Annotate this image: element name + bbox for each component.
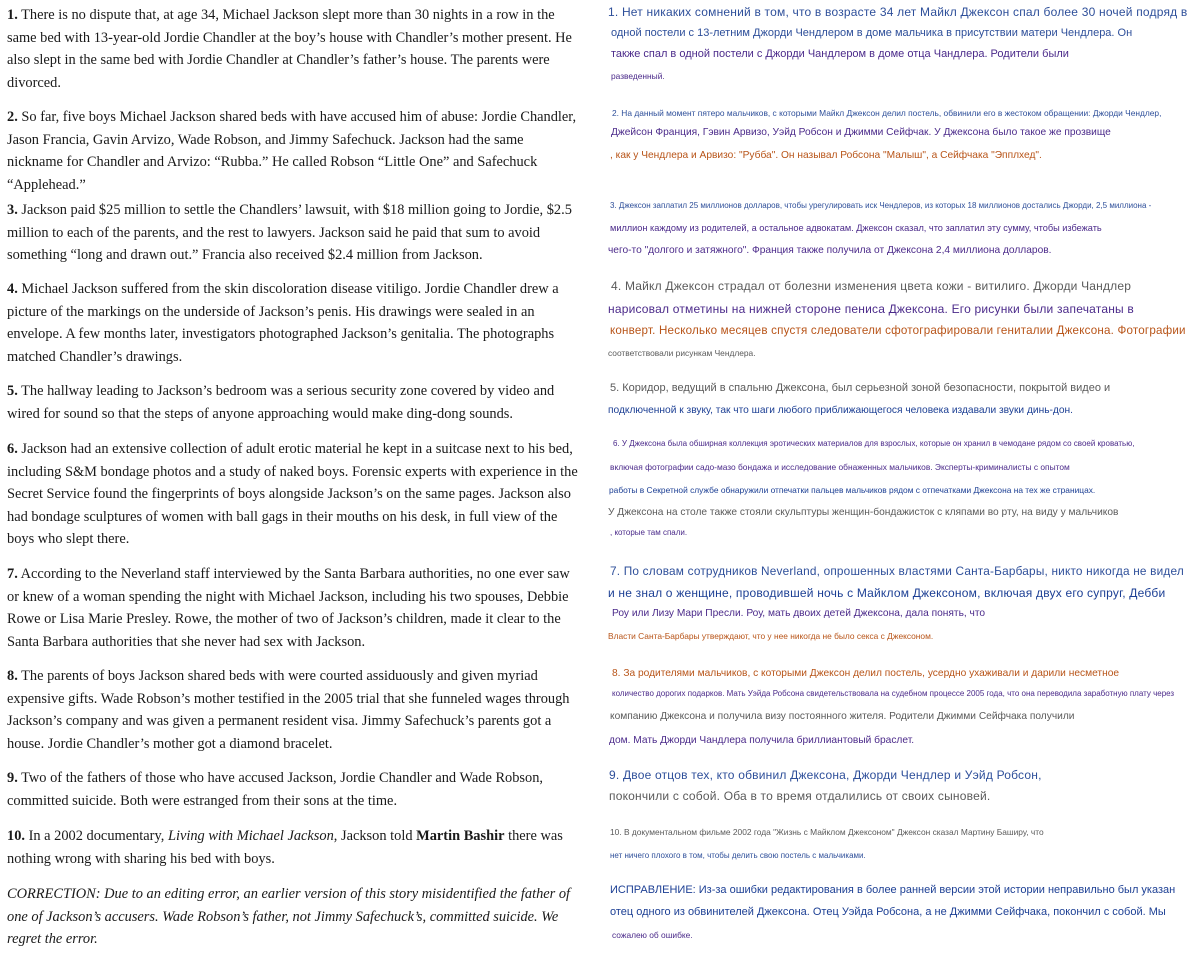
russian-line: сожалею об ошибке.: [612, 930, 693, 940]
russian-line: и не знал о женщине, проводившей ночь с Майклом Джексоном, включая двух его супруг, Дебби: [608, 586, 1166, 600]
russian-line: работы в Секретной службе обнаружили отпечатки пальцев мальчиков рядом с отпечатками Джексона на тех же страницах.: [609, 485, 1096, 495]
english-paragraph-4: [7, 278, 579, 368]
paragraph-text: Michael Jackson suffered from the skin discoloration disease vitiligo. Jordie Chandler drew a picture of the markings on the underside of Jackson’s penis. His drawings were sealed in an envelope. A few months later, investigators photographed Jackson’s genitalia. The photographs matched Chandler’s drawings.: [7, 281, 559, 365]
english-paragraph-2: [7, 106, 579, 196]
russian-line: нет ничего плохого в том, чтобы делить свою постель с мальчиками.: [610, 851, 866, 860]
russian-line: включая фотографии садо-мазо бондажа и исследование обнаженных мальчиков. Эксперты-криминалисты с опытом: [610, 462, 1070, 472]
english-paragraph-8: [7, 665, 579, 755]
martin-bashir-link[interactable]: Martin Bashir: [416, 828, 505, 844]
russian-line: подключенной к звуку, так что шаги любого приближающегося человека издавали звуки динь-дон.: [608, 405, 1073, 416]
russian-line: 3. Джексон заплатил 25 миллионов долларов, чтобы урегулировать иск Чендлеров, из которых 18 миллионов достались Джорди, 2,5 миллиона -: [610, 201, 1152, 210]
paragraph-text: , Jackson told: [333, 828, 417, 844]
english-article-column: [0, 0, 590, 962]
english-paragraph-1: [7, 4, 579, 94]
russian-line: дом. Мать Джорди Чандлера получила бриллиантовый браслет.: [609, 735, 915, 746]
russian-line: 9. Двое отцов тех, кто обвинил Джексона, Джорди Чендлер и Уэйд Робсон,: [609, 768, 1042, 782]
russian-line: одной постели с 13-летним Джорди Чендлером в доме мальчика в присутствии матери Чендлера. Он: [611, 27, 1133, 39]
russian-line: покончили с собой. Оба в то время отдалились от своих сыновей.: [609, 789, 991, 803]
russian-line: 6. У Джексона была обширная коллекция эротических материалов для взрослых, которые он хранил в чемодане рядом со своей кроватью,: [613, 439, 1135, 448]
russian-line: Власти Санта-Барбары утверждают, что у нее никогда не было секса с Джексоном.: [608, 631, 934, 641]
paragraph-text: So far, five boys Michael Jackson shared beds with have accused him of abuse: Jordie Chandler, Jason Francia, Gavin Arvizo, Wade Robson, and Jimmy Safechuck. Jackson had the same nickname for Chandler and Arvizo: “Rubba.” He called Robson “Little One” and Safechuck “Applehead.”: [7, 109, 577, 193]
russian-line: У Джексона на столе также стояли скульптуры женщин-бондажисток с кляпами во рту, на виду у мальчиков: [608, 507, 1119, 518]
russian-line: 4. Майкл Джексон страдал от болезни изменения цвета кожи - витилиго. Джорди Чандлер: [611, 279, 1132, 293]
russian-line: миллион каждому из родителей, а остальное адвокатам. Джексон сказал, что заплатил эту сумму, чтобы избежать: [610, 223, 1102, 233]
paragraph-text: There is no dispute that, at age 34, Michael Jackson slept more than 30 nights in a row in the same bed with 13-year-old Jordie Chandler at the boy’s house with Chandler’s mother present. He also slept in the same bed with Jordie Chandler at Chandler’s father’s house. The parents were divorced.: [7, 7, 572, 91]
russian-line: соответствовали рисункам Чендлера.: [608, 348, 756, 358]
russian-line: 10. В документальном фильме 2002 года "Жизнь с Майклом Джексоном" Джексон сказал Мартину Баширу, что: [610, 827, 1044, 837]
item-number: 7.: [7, 566, 18, 582]
item-number: 10.: [7, 828, 25, 844]
item-number: 3.: [7, 202, 18, 218]
russian-line: , которые там спали.: [610, 528, 688, 537]
paragraph-text: According to the Neverland staff interviewed by the Santa Barbara authorities, no one ever saw or knew of a woman spending the night with Michael Jackson, including his two spouses, Debbie Rowe or Lisa Marie Presley. Rowe, the mother of two of Jackson’s children, made it clear to the Santa Barbara authorities that she never had sex with Jackson.: [7, 566, 570, 650]
paragraph-text: Jackson had an extensive collection of adult erotic material he kept in a suitcase next to his bed, including S&M bondage photos and a study of naked boys. Forensic experts with experience in the Secret Service found the fingerprints of boys alongside Jackson’s on the same pages. Jackson also had bondage sculptures of women with ball gags in their mouths on his desk, in full view of the boys who slept there.: [7, 441, 578, 547]
item-number: 6.: [7, 441, 18, 457]
english-correction: CORRECTION: Due to an editing error, an earlier version of this story misidentified the father of one of Jackson’s accusers. Wade Robson’s father, not Jimmy Safechuck’s, committed suicide. We regret the error.: [7, 886, 571, 947]
russian-line: Джейсон Франция, Гэвин Арвизо, Уэйд Робсон и Джимми Сейфчак. У Джексона было такое же прозвище: [611, 127, 1111, 138]
item-number: 5.: [7, 383, 18, 399]
paragraph-text: Jackson paid $25 million to settle the Chandlers’ lawsuit, with $18 million going to Jordie, $2.5 million to each of the parents, and the rest to lawyers. Jackson said he paid that sum to avoid something “long and drawn out.” Francia also received $2.4 million from Jackson.: [7, 202, 572, 263]
russian-line: ИСПРАВЛЕНИЕ: Из-за ошибки редактирования в более ранней версии этой истории неправильно был указан: [610, 884, 1176, 896]
russian-line: компанию Джексона и получила визу постоянного жителя. Родители Джимми Сейфчака получили: [610, 711, 1075, 722]
russian-line: 8. За родителями мальчиков, с которыми Джексон делил постель, усердно ухаживали и дарили несметное: [612, 668, 1120, 679]
english-paragraph-5: [7, 380, 579, 425]
item-number: 4.: [7, 281, 18, 297]
russian-line: отец одного из обвинителей Джексона. Отец Уэйда Робсона, а не Джимми Сейфчака, покончил с собой. Мы: [610, 906, 1166, 918]
russian-line: чего-то "долгого и затяжного". Франция также получила от Джексона 2,4 миллиона долларов.: [608, 245, 1052, 256]
russian-line: количество дорогих подарков. Мать Уэйда Робсона свидетельствовала на судебном процессе 2005 года, что она переводила заработную плату через: [612, 689, 1175, 698]
documentary-title: Living with Michael Jackson: [167, 828, 334, 844]
russian-line: разведенный.: [611, 71, 665, 81]
item-number: 8.: [7, 668, 18, 684]
russian-line: конверт. Несколько месяцев спустя следователи сфотографировали гениталии Джексона. Фотографии: [610, 324, 1186, 337]
russian-line: 1. Нет никаких сомнений в том, что в возрасте 34 лет Майкл Джексон спал более 30 ночей подряд в: [608, 5, 1188, 19]
english-paragraph-9: [7, 767, 579, 812]
russian-line: 7. По словам сотрудников Neverland, опрошенных властями Санта-Барбары, никто никогда не видел: [610, 564, 1184, 578]
english-paragraph-7: [7, 563, 579, 653]
english-paragraph-10: [7, 825, 579, 870]
paragraph-text: there was nothing wrong with sharing his bed with boys.: [7, 828, 563, 867]
russian-line: нарисовал отметины на нижней стороне пениса Джексона. Его рисунки были запечатаны в: [608, 302, 1134, 316]
item-number: 1.: [7, 7, 18, 23]
paragraph-text: Two of the fathers of those who have accused Jackson, Jordie Chandler and Wade Robson, committed suicide. Both were estranged from their sons at the time.: [7, 770, 544, 809]
russian-line: Роу или Лизу Мари Пресли. Роу, мать двоих детей Джексона, дала понять, что: [612, 608, 986, 619]
russian-line: , как у Чендлера и Арвизо: "Рубба". Он называл Робсона "Малыш", а Сейфчака "Эпплхед".: [610, 150, 1042, 161]
paragraph-text: In a 2002 documentary,: [25, 828, 168, 844]
russian-line: также спал в одной постели с Джорди Чандлером в доме отца Чандлера. Родители были: [611, 48, 1069, 60]
russian-line: 5. Коридор, ведущий в спальню Джексона, был серьезной зоной безопасности, покрытой видео и: [610, 382, 1111, 394]
english-paragraph-3: [7, 199, 579, 267]
russian-translation-column: [600, 0, 1192, 962]
paragraph-text: The parents of boys Jackson shared beds with were courted assiduously and given myriad expensive gifts. Wade Robson’s mother testified in the 2005 trial that she funneled wages through Jackson’s company and was given a permanent resident visa. Jimmy Safechuck’s parents got a house. Jordie Chandler’s mother got a diamond bracelet.: [7, 668, 570, 752]
paragraph-text: The hallway leading to Jackson’s bedroom was a serious security zone covered by video and wired for sound so that the steps of anyone approaching would make ding-dong sounds.: [7, 383, 555, 422]
english-paragraph-6: [7, 438, 579, 551]
russian-line: 2. На данный момент пятеро мальчиков, с которыми Майкл Джексон делил постель, обвинили его в жестоком обращении: Джорди Чендлер,: [612, 108, 1162, 118]
item-number: 9.: [7, 770, 18, 786]
item-number: 2.: [7, 109, 18, 125]
